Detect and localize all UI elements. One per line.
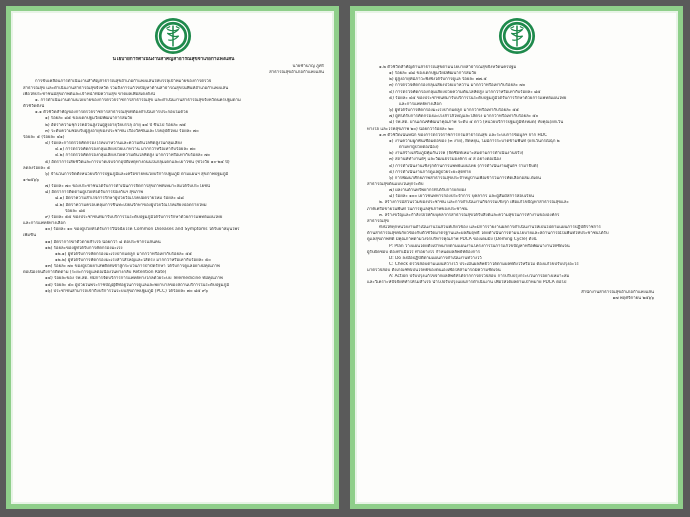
text-line: เพิ่มขึ้น	[23, 233, 37, 239]
text-line: ๘) อัตราการติดตามผู้ป่วยที่ได้รับการป้องกันฯ สุขภาพ	[45, 190, 144, 196]
document-body-left	[23, 57, 324, 498]
text-line: ๑๓) ร้อยละ ๗๐ ของผู้ป่วยยาเสพติดที่เข้าสู่กระบวนการบำบัดรักษา ได้รับการดูแลอย่างมีคุณภาพ	[45, 264, 220, 270]
document-page-right	[350, 6, 683, 509]
text-line: ๘.๑) อัตราความสำเร็จการรักษาผู้ป่วยวัณโรคปอดรายใหม่ ร้อยละ ๘๘	[55, 196, 184, 202]
text-line: สาธารณสุขต้นแบบในทุกระดับ	[367, 181, 424, 187]
text-line: ๔) การดำเนินงานเชิงรุกด้านการแพทย์แผนไทย (การดำเนินงานศูนย์ฯ รามาธิบดี)	[389, 163, 539, 169]
text-line: ทั้งนี้ให้ทุกหน่วยงานดำเนินงานในส่วนที่เกี่ยวข้อง และมีการรายงานผลการดำเนินงานให้เป็นไปตามแผนการปฏิบัติราชการ	[379, 225, 601, 231]
text-line: ๔.๒) การตรวจคัดกรองกลุ่มเสี่ยงป่วยความดันโลหิตสูง มากกว่าหรือเท่ากับร้อยละ ๗๐	[55, 153, 211, 159]
text-line: ๑๑) อัตราการฆ่าตัวตายสำเร็จ น้อยกว่า ๘ ต่อประชากรแสนคน	[45, 239, 161, 245]
signature-date: ๑๗ พฤศจิกายน ๒๕๖๖	[612, 295, 654, 301]
ministry-of-public-health-logo	[154, 17, 192, 55]
text-line: ๑๒) ร้อยละของผู้ที่ได้รับการคัดกรองมะเร็ง	[45, 245, 123, 251]
document-body-right	[367, 65, 668, 498]
text-line: ภาคีเครือข่ายในพื้นที่ ในการดูแลสุขภาพของประชาชน	[367, 206, 468, 212]
text-line: C: Check ตรวจสอบตามแผนที่วางไว้ ประเมินผลลัพธ์ว่าได้ตามผลที่ตั้งไว้หรือไม่ ต้องแก้ไขปรับปรุงอะไร	[389, 262, 579, 267]
author-name: นายชำนาญ ภูศรี	[292, 64, 324, 70]
text-line: ๑๔) ร้อยละของ รพ.สต. ที่มีการจัดบริการการแพทย์ทางไกลด้วยระบบ Telemedicine ที่มีคุณภาพ	[45, 276, 223, 282]
text-line: ๖) การพัฒนาศักยภาพสาธารณสุขประจำหมู่บ้านเพื่อเข้าร่วมการคัดเลือกอสม.ดีเด่น	[389, 175, 541, 181]
ministry-of-public-health-logo	[498, 17, 536, 55]
text-line: ๓. สร้างขวัญและกำลังใจให้กับบุคลากรสาธารณสุขได้รับสิ่งดีและความสุขในการทำงานขององค์กร	[379, 212, 560, 218]
text-line: ๖) จำนวนการจัดตั้งหน่วยบริการปฐมภูมิและเครือข่ายหน่วยบริการปฐมภูมิ ตามแผนฯ สุขภาพปฐมภูมิ	[45, 171, 229, 177]
text-line: ทางใจ และโรคสุขภาพ ๒๐) น้อยกว่าร้อยละ ๒๐	[367, 126, 454, 132]
text-line: ผู้รับผิดชอบ ต้องทำเมื่อไร ทำอย่างไร กำหนดผลลัพธ์ที่ต้องการ	[367, 249, 481, 255]
left-text-lines	[23, 79, 324, 294]
text-line: ๕) อัตราการเสียชีวิตและการบาดเจ็บจากอุบัติเหตุทางถนนในกลุ่มเด็กและเยาวชน (ช่วงวัย ๑๐-๒๔ ปี)	[45, 159, 230, 165]
text-line: ๔) การตรวจคัดกรองกลุ่มเสี่ยงป่วยความดันโลหิตสูง มากกว่าหรือเท่ากับร้อยละ ๘๕	[389, 89, 541, 95]
text-line: ๔) ร้อยละการตรวจคัดกรองโรคเบาหวานและความดันโลหิตสูงในกลุ่มเสี่ยง	[45, 141, 183, 147]
text-line: ๑.๑ ตัวชี้วัดสำคัญของการตรวจราชการสาธารณสุขที่ต้องดำเนินการประกอบไม่ด้วย	[35, 110, 189, 116]
text-line: เพื่อให้ประชาชนมีสุขภาพดีและเจ้าหน้าที่มีความสุข ขาดผลเพื่อสเต็งดังนี้	[23, 91, 155, 97]
text-line: และวิเคราะห์ปัจจัยที่ทำให้ไม่สำเร็จ นำไปปรับปรุงแผนการดำเนินงาน เพื่อให้ได้ผลตามเป้าหมาย PDCA ต่อไป	[367, 280, 567, 286]
text-line: ๒) งานสร้างเสริมภูมิคุ้มกันโรค (จัดซื้อที่เหมาะสมตามการดำเนินงานจริง)	[389, 151, 524, 157]
text-line: ๒) ผู้สูงอายุที่มีภาวะพึ่งพิงได้รับการดูแล ร้อยละ ๗๗.๕	[389, 77, 487, 83]
text-line: ๑๐) ร้อยละ ๑๐ ของผู้ป่วยที่ได้รับการวินิจฉัยโรค Common Diseases and Symptoms ได้รับยาสมุนไพร	[45, 227, 240, 233]
text-line: D: Do ลงมือปฏิบัติตามแผนการดำเนินงานที่วางไว้	[389, 255, 482, 261]
text-line: ต่อเนื่องจนถึงการติดตาม (ระยะการดูแลต่อเนื่องในทางกลับ Retention Rate)	[23, 270, 167, 276]
text-line: สาธารณสุข	[367, 218, 389, 224]
text-line: ๒. สร้างการมีส่วนร่วมของประชาชน และการดำเนินงานกิจกรรมเชิงรุก เพื่อแก้ไขปัญหาสาธารณสุขและ	[379, 200, 569, 206]
text-line: ๑.๓ ตัวชี้วัดเน้นหนัก ของการตรวจราชการกรมสาธารณสุข และระบบการข้อมูลฯ จาก HDC	[379, 132, 548, 138]
text-line: ๒) อัตราความชุกโรคอ้วนสูงในผู้สูงอายุวัยบรรลุ อายุ ๑๔ ปี ขึ้นไป ร้อยละ ๗๕	[45, 122, 186, 128]
text-line: ๘) รพ.สต. ผ่านเกณฑ์พัฒนาคุณภาพ ระดับ ๕ ดาว (หน่วยบริการปฐมภูมิทั้งหมด) ทั้งคุณ(ยกเว้น	[389, 120, 564, 126]
text-line: ด้านสาธารณสุขที่เกี่ยวข้องกับตัวชี้วัดมาตรฐานและผลสัมฤทธิ์ โดยดำเนินการตามนโยบายและสถานการณ์ในพื้นที่ให้ประชาชนได้รับ	[367, 231, 609, 237]
text-line: ๗) ผู้ที่ได้รับการคัดกรองมะเร็งลำไส้ใหญ่และไส้ตรง มากกว่าหรือเท่ากับร้อยละ ๕๐	[389, 114, 539, 120]
text-line: ๑. การดำเนินงานตามนโยบายของการตรวจราชการสาธารณสุข และดำเนินงานสาธารณสุขจังหวัดนครปฐมตาม	[35, 97, 241, 103]
text-line: ร้อยละ ๕ (ร้อยละ ๔๑)	[23, 134, 65, 140]
text-line: ๑๒.๒) ผู้ที่ได้รับการคัดกรองมะเร็งลำไส้ใหญ่และไส้ตรง มากกว่าหรือเท่ากับร้อยละ ๕๐	[55, 258, 211, 263]
text-line: ๗) ร้อยละ ๗๐ ของประชาชนได้รับการดำเนินการจัดการสุขภาพที่เหมาะสมได้รับประโยชน์	[45, 184, 210, 190]
document-page-left	[6, 6, 339, 509]
text-line: ๑) งานความผูกพันเชื่อมต่อของ (๓ ง่าย), ยืดหยุ่น, ไม่มีการระบาดข้ามพื้นที่ (ยกเว้นกรณีฉุก ๒	[389, 138, 560, 144]
text-line: ๔.๑) การตรวจคัดกรองกลุ่มเสี่ยงป่วยเบาหวาน มากกว่าหรือเท่ากับร้อยละ ๗๐	[55, 147, 196, 153]
text-line: ๕) การดำเนินงานการดูแลผู้ป่วยระยะสุดท้าย	[389, 169, 471, 175]
text-line: ๑๒.๑) ผู้ที่ได้รับการคัดกรองมะเร็งปากมดลูก มากกว่าหรือเท่ากับร้อยละ ๕๕	[55, 251, 192, 257]
text-line: ๑-๒๕๖๖	[23, 177, 39, 183]
text-line: มาตรวจสอบ ตั้งเกณฑ์ที่เป็นโจทย์ของตนเองเพื่อให้สามารถมีความชัดเจน	[367, 268, 501, 274]
text-line: ๕) ร้อยละ ๔๕ ของประชาชนที่มารับบริการในระดับปฐมภูมิได้รับการรักษาด้วยการแพทย์แผนไทย	[389, 95, 567, 101]
right-text-lines	[367, 65, 668, 287]
text-line: A: Action ปรับปรุงแก้ไขจากผลลัพธ์ที่ได้จากการตรวจสอบ การปรับปรุงกระบวนการอย่างเหมาะสม	[389, 274, 570, 280]
text-line: ๙) ร้อยละ ๕๕ ของประชาชนที่มารับบริการในระดับปฐมภูมิได้รับการรักษาด้วยการแพทย์แผนไทย	[45, 214, 223, 220]
text-line: ๖) ผู้ที่ได้รับการคัดกรองมะเร็งปากมดลูก มากกว่าหรือเท่ากับร้อยละ ๕๕	[389, 108, 519, 114]
author-position: สาธารณสุขอำเภอกำแพงแสน	[269, 70, 324, 76]
text-line: ตัวชี้วัดดังนี้	[23, 104, 45, 110]
text-line: ๘.๒) อัตราความครอบคลุมการขึ้นทะเบียนรักษาของผู้ป่วยวัณโรคเสี่ยงปอดรายใหม่	[55, 202, 207, 208]
document-title: นโยบายการดำเนินงานสำคัญสาธารณสุขจำเภอกำแพงแสน	[112, 57, 235, 62]
text-line: และการแพทย์ทางเลือก	[23, 221, 66, 227]
text-line: การขับเคลื่อนการดำเนินงานสำคัญสาธารณสุขอำเภอกำแพงแสนให้บรรลุเป้าหมายของการตรวจ	[35, 79, 212, 85]
text-line: ๑๕) ร้อยละ ๕๐ ผู้ป่วยในพระราชบัญญัติที่อยู่ในการดูแลและพยาบาลของสถานบริการในระดับปฐมภูมิ	[45, 282, 230, 288]
text-line: ดูแลสุขภาพที่ดี มีคุณภาพตามวงจรบริหารคุณภาพ PDCA ของเดมมิ่ง (Deming Cycle) ดังนี้	[367, 237, 537, 243]
text-line: ลดลงร้อยละ ๕	[23, 165, 51, 171]
text-line: ๓) การตรวจคัดกรองกลุ่มเสี่ยงป่วยเบาหวาน มากกว่าหรือเท่ากับร้อยละ ๗๐	[389, 83, 526, 89]
text-line: ๑) ร้อยละ ๘๕ ของเด็กปฐมวัยมีพัฒนาการสมวัย	[45, 116, 133, 122]
text-line: ๑) ร้อยละ ๘๘ ของเด็กปฐมวัยมีพัฒนาการสมวัย	[389, 71, 477, 77]
text-line: ร้อยละ ๘๕	[65, 208, 86, 214]
text-line: P: Plan วางแผนโดยตั้งเป้าหมายตามแผนงานโครงการในการแก้ไขปัญหาหรือพัฒนางานให้ชัดเจน	[389, 243, 570, 249]
text-line: และการแพทย์ทางเลือก	[399, 101, 442, 107]
text-line: ๗) ผลงานด้านทรัพยากรที่ได้รับการยกย่อง	[389, 188, 467, 194]
text-line: ๓) สถานที่ทำงานดีๆ และวัฒนธรรมองค์กร ๕ ส อย่างต่อเนื่อง	[389, 157, 502, 163]
text-line: ตามหาผู้ป่วยต่อเนื่อง)	[399, 145, 439, 151]
signature-organization: สำนักงานสาธารณสุขอำเภอกำแพงแสน	[581, 289, 654, 295]
text-line: ๑๖) ประชาชนสามารถเข้าถึงบริการในระบบสุขภาพปฐมภูมิ (PCC) ได้ร้อยละ ๗๐ ๘๕ ๙๖	[45, 288, 208, 294]
text-line: สาธารณสุข และดำเนินงานสาธารณสุขจังหวัด รวมถึงการแก้ไขปัญหาด้านสาธารณสุขในพื้นที่อำเภอกำแพงแสน	[23, 85, 229, 91]
text-line: ๓) ระดับความชอบรับผู้สูงอายุของประชาชน เรื่องวัคซีนและโรคอุบัติใหม่ ร้อยละ ๗๐	[45, 128, 199, 134]
text-line: ๘) ร้อยละ ๑๐๐ เยาวชนทหารกองประจำการ บุคลากร และผู้สัมผัสการสอบเรียน	[389, 194, 534, 200]
text-line: ๑.๒ ตัวชี้วัดสำคัญด้านสาธารณสุขตามนโยบายสาธารณสุขจังหวัดนครปฐม	[379, 65, 517, 70]
